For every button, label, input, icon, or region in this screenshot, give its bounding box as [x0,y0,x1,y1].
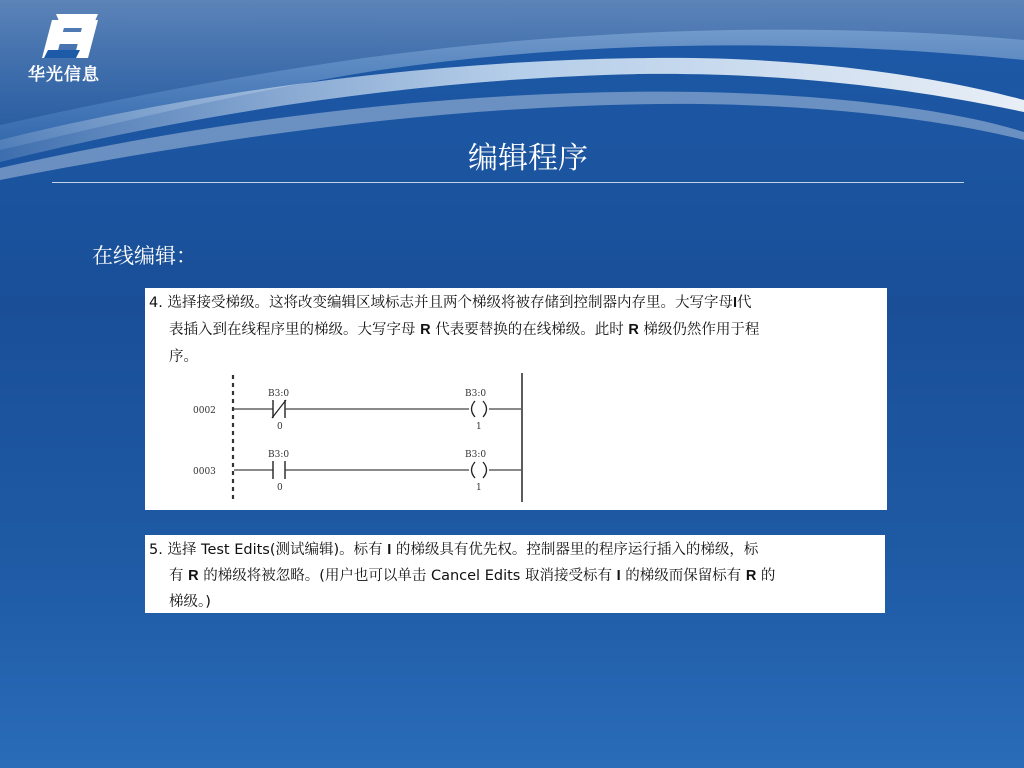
contact-address: B3:0 [268,389,290,399]
rung-0003[interactable] [193,450,521,493]
contact-bit: 0 [277,483,283,493]
slide-subtitle: 在线编辑： [92,244,197,268]
ladder-diagram [187,370,532,505]
coil-bit: 1 [476,483,482,493]
coil-address: B3:0 [465,389,487,399]
step4-line3: 序。 [169,349,198,365]
contact-address: B3:0 [268,450,290,460]
step4-line1: 4. 选择接受梯级。这将改变编辑区域标志并且两个梯级将被存储到控制器内存里。大写字母I代 [149,295,752,311]
contact-bit: 0 [277,422,283,432]
title-divider [52,182,964,183]
step5-text [149,537,883,615]
rung-number: 0002 [193,406,216,416]
step5-line3: 梯级。) [169,594,211,610]
coil-address: B3:0 [465,450,487,460]
slide-title: 编辑程序 [468,141,588,176]
step5-line2: 有 R 的梯级将被忽略。(用户也可以单击 Cancel Edits 取消接受标有 I 的梯级而保留标有 R 的 [169,568,776,584]
step5-panel [145,535,885,613]
brand-name: 华光信息 [28,65,100,85]
step4-text [149,290,883,371]
step4-panel [145,288,887,510]
step5-line1: 5. 选择 Test Edits(测试编辑)。标有 I 的梯级具有优先权。控制器里的程序运行插入的梯级，标 [149,542,759,558]
step4-line2: 表插入到在线程序里的梯级。大写字母 R 代表要替换的在线梯级。此时 R 梯级仍然作用于程 [169,322,760,338]
rung-number: 0003 [193,467,216,477]
coil-bit: 1 [476,422,482,432]
rung-0002[interactable] [193,389,521,432]
